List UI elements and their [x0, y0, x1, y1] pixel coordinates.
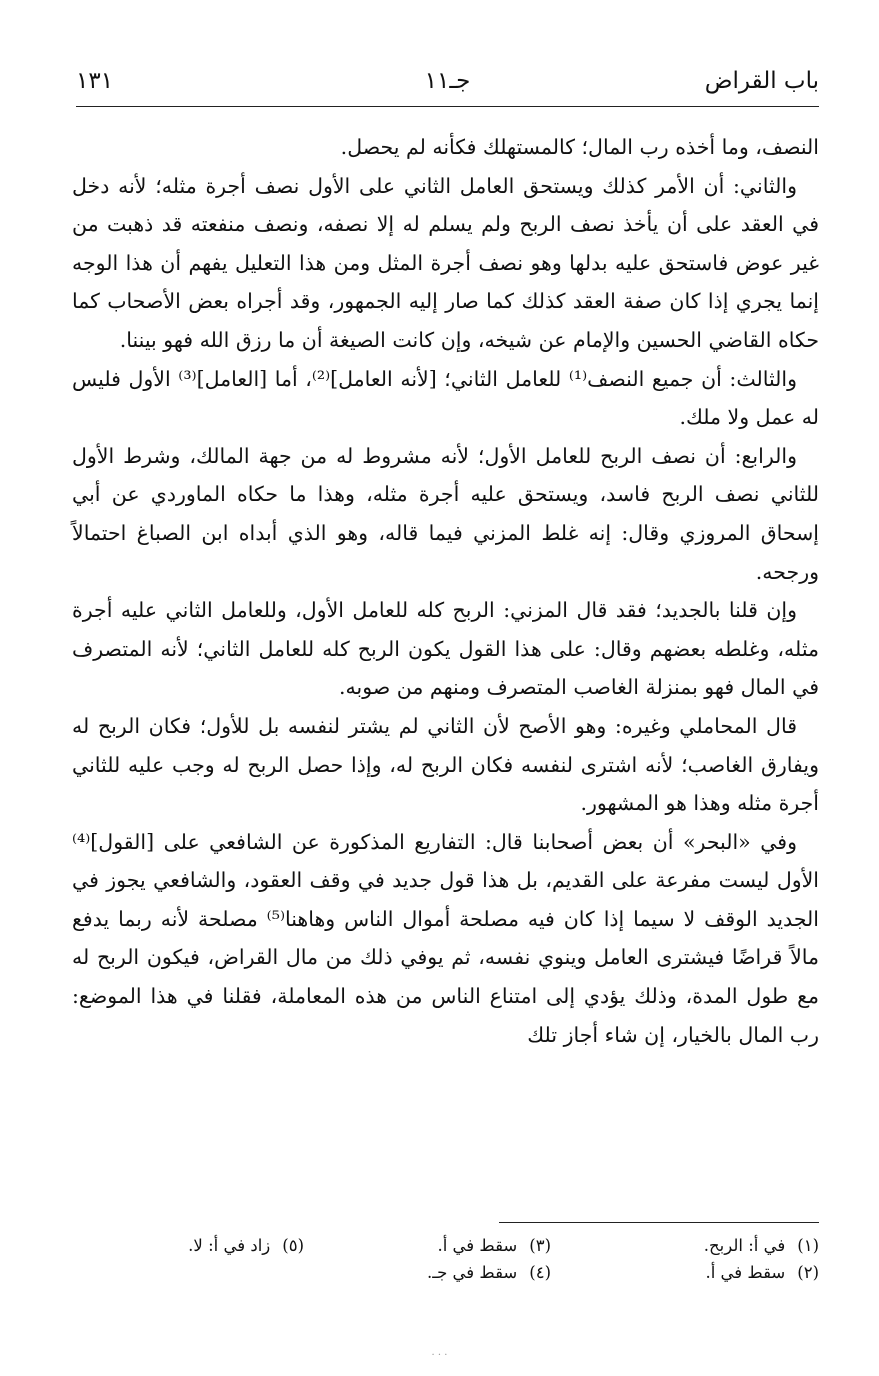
footnote-text: سقط في أ.	[437, 1236, 518, 1255]
footnote-2	[705, 1259, 819, 1286]
footnote-number: (١)	[797, 1236, 819, 1255]
paragraph-1: النصف، وما أخذه رب المال؛ كالمستهلك فكأنه لم يحصل.	[340, 135, 819, 159]
paragraph-3: والثالث: أن جميع النصف⁽¹⁾ للعامل الثاني؛ [لأنه العامل]⁽²⁾، أما [العامل]⁽³⁾ الأول فليس له عمل ولا ملك.	[72, 366, 819, 430]
footnote-number: (٥)	[282, 1236, 304, 1255]
paragraph-4: والرابع: أن نصف الربح للعامل الأول؛ لأنه مشروط له من جهة المالك، وشرط الأول للثاني نصف الربح فاسد، ويستحق عليه أجرة مثله، وهذا ما حكاه الماوردي عن أبي إسحاق المروزي وقال: إنه غلط المزني فيما قاله، وهو الذي أبداه ابن الصباغ احتمالاً ورجحه.	[72, 443, 819, 584]
footnote-text: زاد في أ: لا.	[188, 1236, 271, 1255]
footnote-text: سقط في أ.	[705, 1263, 786, 1282]
footnote-5	[188, 1232, 304, 1259]
footnote-number: (٢)	[797, 1263, 819, 1282]
header-volume: جـ١١	[424, 68, 471, 94]
paragraph-6: قال المحاملي وغيره: وهو الأصح لأن الثاني لم يشتر لنفسه بل للأول؛ فكان الربح له ويفارق الغاصب؛ لأنه اشترى لنفسه فكان الربح له، وإذا حصل الربح له وجب عليه للثاني أجرة مثله وهذا هو المشهور.	[72, 713, 819, 816]
paragraph-7: وفي «البحر» أن بعض أصحابنا قال: التفاريع المذكورة عن الشافعي على [القول]⁽⁴⁾ الأول ليست مفرعة على القديم، بل هذا قول جديد في وقف العقود، والشافعي يجوز في الجديد الوقف لا سيما إذا كان فيه مصلحة أموال الناس وهاهنا⁽⁵⁾ مصلحة لأنه ربما يدفع مالاً قراضًا فيشترى العامل وينوي نفسه، ثم يوفي ذلك من مال القراض، فيكون الربح له مع طول المدة، وذلك يؤدي إلى امتناع الناس من هذه المعاملة، فقلنا في هذا الموضع: رب المال بالخيار، إن شاء أجاز تلك	[72, 829, 819, 1047]
paragraph-2: والثاني: أن الأمر كذلك ويستحق العامل الثاني على الأول نصف أجرة مثله؛ لأنه دخل في العقد على أن يأخذ نصف الربح ولم يسلم له إلا نصفه، ونصف منفعته قد ذهبت من غير عوض فاستحق عليه بدلها وهو نصف أجرة المثل ومن هذا التعليل يفهم أن هذا الوجه إنما يجري إذا كان صفة العقد كذلك كما صار إليه الجمهور، وقد أجراه بعض الأصحاب كما حكاه القاضي الحسين والإمام عن شيخه، وإن كانت الصيغة أن ما رزق الله فهو بيننا.	[72, 173, 819, 352]
footnote-divider	[499, 1222, 819, 1223]
header-page-number: ١٣١	[76, 68, 114, 94]
footnote-text: سقط في جـ.	[427, 1263, 518, 1282]
header-divider	[76, 106, 819, 107]
footnote-text: في أ: الربح.	[703, 1236, 786, 1255]
bottom-marks: · · ·	[431, 1350, 448, 1361]
footnote-1	[704, 1232, 819, 1259]
paragraph-5: وإن قلنا بالجديد؛ فقد قال المزني: الربح كله للعامل الأول، وللعامل الثاني عليه أجرة مثله، وغلطه بعضهم وقال: على هذا القول يكون الربح كله للعامل الثاني؛ لأنه المتصرف في المال فهو بمنزلة الغاصب المتصرف ومنهم من صوبه.	[72, 598, 819, 700]
footnote-number: (٤)	[529, 1263, 551, 1282]
footnote-number: (٣)	[529, 1236, 551, 1255]
footnote-4	[427, 1259, 551, 1286]
running-header	[76, 62, 819, 106]
main-text	[72, 128, 819, 1054]
header-section-title: باب القراض	[704, 68, 819, 94]
footnote-3	[437, 1232, 551, 1259]
